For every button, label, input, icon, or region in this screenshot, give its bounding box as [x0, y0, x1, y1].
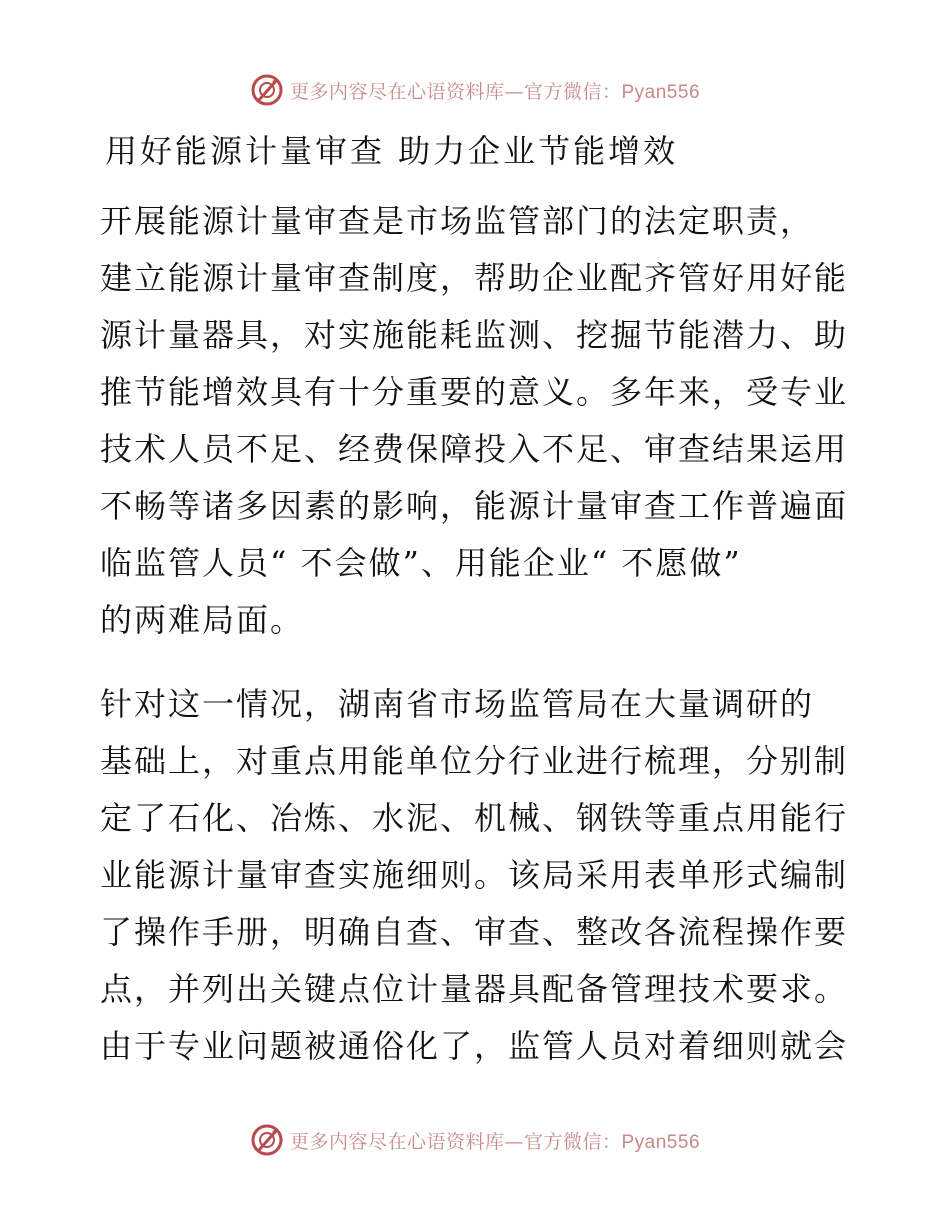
paragraph-line: 技术人员不足、经费保障投入不足、审查结果运用 — [100, 430, 849, 468]
header-watermark — [0, 70, 950, 110]
brand-logo-icon — [250, 1123, 284, 1157]
watermark-text: 更多内容尽在心语资料库—官方微信：Pyan556 — [289, 80, 701, 103]
paragraph-line: 开展能源计量审查是市场监管部门的法定职责， — [100, 202, 815, 240]
paragraph-line: 不畅等诸多因素的影响，能源计量审查工作普遍面 — [100, 487, 849, 525]
body-paragraph — [100, 193, 850, 649]
document-title: 用好能源计量审查 助力企业节能增效 — [105, 132, 679, 170]
paragraph-line: 业能源计量审查实施细则。该局采用表单形式编制 — [100, 856, 849, 894]
watermark-text: 更多内容尽在心语资料库—官方微信：Pyan556 — [289, 1130, 701, 1153]
paragraph-line: 源计量器具，对实施能耗监测、挖掘节能潜力、助 — [100, 316, 849, 354]
paragraph-line: 基础上，对重点用能单位分行业进行梳理，分别制 — [100, 742, 849, 780]
footer-watermark — [0, 1120, 950, 1160]
paragraph-line: 的两难局面。 — [100, 601, 305, 639]
watermark-group — [250, 73, 700, 107]
brand-logo-icon — [250, 73, 284, 107]
watermark-group — [250, 1123, 700, 1157]
paragraph-line: 建立能源计量审查制度，帮助企业配齐管好用好能 — [100, 259, 849, 297]
paragraph-line: 定了石化、冶炼、水泥、机械、钢铁等重点用能行 — [100, 799, 849, 837]
paragraph-line: 临监管人员“ 不会做”、用能企业“ 不愿做” — [100, 544, 742, 582]
paragraph-line: 点，并列出关键点位计量器具配备管理技术要求。 — [100, 970, 849, 1008]
paragraph-line: 了操作手册，明确自查、审查、整改各流程操作要 — [100, 913, 849, 951]
body-paragraph — [100, 676, 850, 1075]
paragraph-line: 针对这一情况，湖南省市场监管局在大量调研的 — [100, 685, 815, 723]
paragraph-line: 由于专业问题被通俗化了，监管人员对着细则就会 — [100, 1027, 849, 1065]
paragraph-line: 推节能增效具有十分重要的意义。多年来，受专业 — [100, 373, 849, 411]
